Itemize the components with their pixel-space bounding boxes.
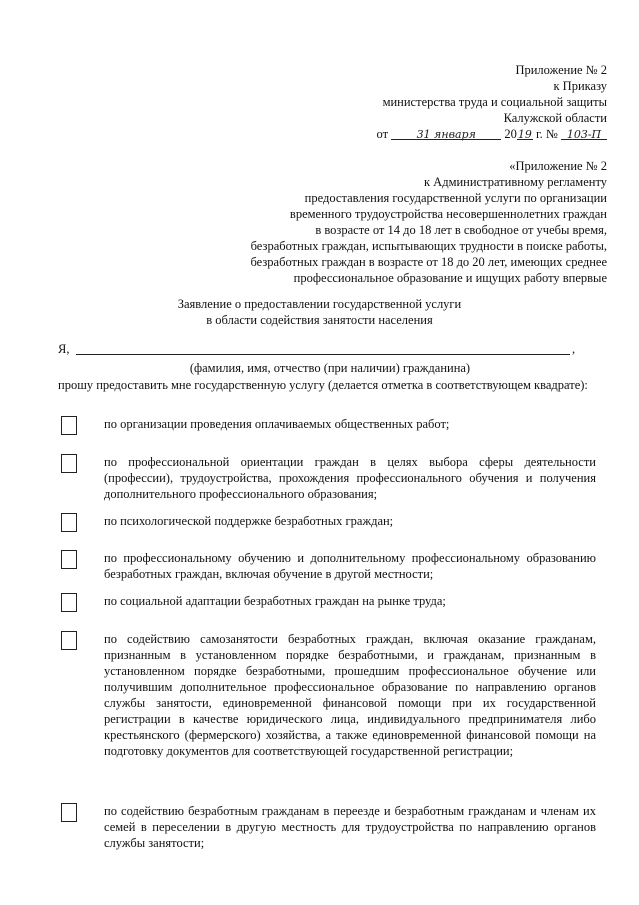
regulation-header-line: безработных граждан в возрасте от 18 до 20 лет, имеющих среднее [250, 255, 607, 269]
option-checkbox[interactable] [61, 631, 77, 650]
applicant-caption: (фамилия, имя, отчество (при наличии) гражданина) [189, 361, 471, 375]
option-label: по психологической поддержке безработных граждан; [104, 514, 394, 528]
from-label: от [376, 127, 389, 141]
year-field [517, 126, 533, 140]
regulation-header-line: «Приложение № 2 [509, 159, 607, 173]
option-checkbox[interactable] [61, 454, 77, 473]
option-label: по профессиональному обучению и дополнительному профессиональному образованию безработных граждан, включая обучение в другой местности; [104, 551, 596, 581]
option-label: по содействию самозанятости безработных граждан, включая оказание гражданам, признанным в установленном порядке безработными, и гражданам, признанным в установленном порядке безработными, прошедшим профессиональное обучение или получившим дополнительное профессиональное образование по направлению органов службы занятости, единовременной финансовой помощи при их государственной регистрации в качестве юридического лица, индивидуального предпринимателя либо крестьянского (фермерского) хозяйства, а также единовременной финансовой помощи на подготовку документов для соответствующей государственной регистрации; [104, 632, 596, 758]
option-checkbox[interactable] [61, 593, 77, 612]
option-label: по содействию безработным гражданам в переезде и безработным гражданам и членам их семей в переселении в другую местность для трудоустройства по направлению органов службы занятости; [104, 804, 596, 850]
regulation-header [187, 158, 607, 286]
header-line-ministry: министерства труда и социальной защиты [382, 95, 607, 109]
date-field [391, 126, 501, 140]
option-checkbox[interactable] [61, 416, 77, 435]
document-title-line1: Заявление о предоставлении государственной услуги [177, 297, 462, 311]
regulation-header-line: временного трудоустройства несовершеннолетних граждан [289, 207, 607, 221]
handwritten-number: 103-П [566, 128, 602, 141]
applicant-suffix: , [572, 342, 576, 356]
regulation-header-line: безработных граждан, испытывающих трудности в поиске работы, [250, 239, 607, 253]
request-text: прошу предоставить мне государственную услугу (делается отметка в соответствующем квадрате): [58, 378, 588, 392]
handwritten-year: 19 [517, 128, 532, 141]
year-number-label: г. № [535, 127, 558, 141]
regulation-header-line: предоставления государственной услуги по организации [304, 191, 607, 205]
option-label: по социальной адаптации безработных граждан на рынке труда; [104, 594, 446, 608]
option-label: по организации проведения оплачиваемых общественных работ; [104, 417, 450, 431]
regulation-header-line: профессиональное образование и ищущих работу впервые [293, 271, 607, 285]
handwritten-date: 31 января [416, 128, 476, 141]
option-checkbox[interactable] [61, 513, 77, 532]
regulation-header-line: к Административному регламенту [423, 175, 607, 189]
applicant-name-field[interactable] [76, 354, 570, 355]
applicant-prefix: Я, [58, 342, 70, 356]
header-line-order: к Приказу [553, 79, 607, 93]
document-title-line2: в области содействия занятости населения [206, 313, 433, 327]
regulation-header-line: в возрасте от 14 до 18 лет в свободное от учебы время, [315, 223, 607, 237]
order-date-line [377, 126, 607, 142]
header-line-appendix: Приложение № 2 [515, 63, 607, 77]
year-prefix: 20 [504, 127, 517, 141]
header-line-region: Калужской области [503, 111, 607, 125]
option-checkbox[interactable] [61, 550, 77, 569]
option-checkbox[interactable] [61, 803, 77, 822]
number-field [561, 126, 607, 140]
option-label: по профессиональной ориентации граждан в целях выбора сферы деятельности (профессии), трудоустройства, прохождения профессионального обучения и получения дополнительного профессионального образования; [104, 455, 596, 501]
